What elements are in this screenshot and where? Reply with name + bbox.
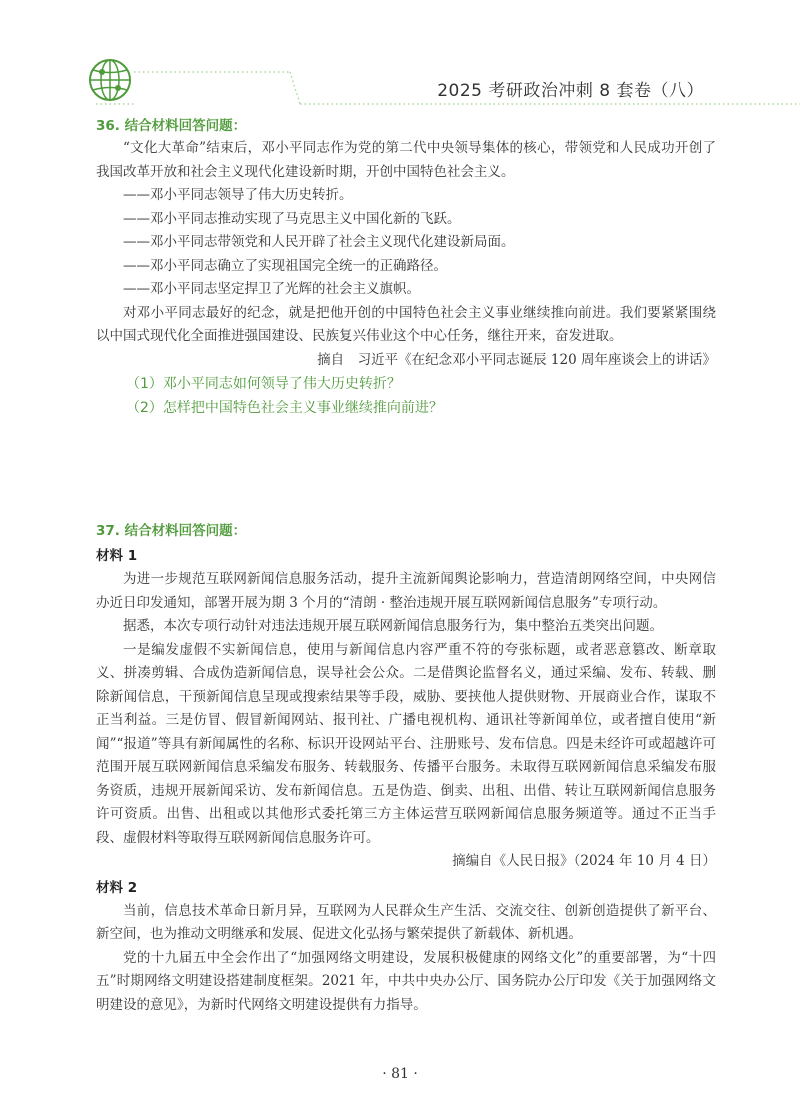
header-title: 2025 考研政治冲刺 8 套卷（八） (437, 81, 704, 101)
q36-subquestion-2: （2）怎样把中国特色社会主义事业继续推向前进？ (126, 400, 443, 416)
material-1-label: 材料 1 (96, 548, 138, 564)
material-1-paragraph: 为进一步规范互联网新闻信息服务活动，提升主流新闻舆论影响力，营造清朗网络空间，中央网信办近日印发通知，部署开展为期 3 个月的“清朗 · 整治违规开展互联网新闻信息服务”专项行动。 (96, 571, 716, 611)
material-1-source: 摘编自《人民日报》（2024 年 10 月 4 日） (452, 853, 716, 869)
question-37-heading: 37. 结合材料回答问题： (96, 523, 247, 539)
q36-bullet: ——邓小平同志坚定捍卫了光辉的社会主义旗帜。 (123, 281, 420, 297)
q36-bullet: ——邓小平同志领导了伟大历史转折。 (123, 187, 353, 203)
material-2-label: 材料 2 (96, 879, 138, 896)
page-header (0, 0, 800, 110)
globe-logo-icon (88, 58, 132, 102)
q36-paragraph-1: “文化大革命”结束后，邓小平同志作为党的第二代中央领导集体的核心，带领党和人民成功开创了我国改革开放和社会主义现代化建设新时期，开创中国特色社会主义。 (96, 140, 716, 180)
q36-bullet: ——邓小平同志确立了实现祖国完全统一的正确路径。 (123, 257, 447, 274)
page-number: · 81 · (382, 1066, 418, 1082)
page-content (96, 115, 716, 1017)
material-2-paragraph: 当前，信息技术革命日新月异，互联网为人民群众生产生活、交流交往、创新创造提供了新平台、新空间，也为推动文明继承和发展、促进文化弘扬与繁荣提供了新载体、新机遇。 (96, 902, 716, 942)
material-1-paragraph: 据悉，本次专项行动针对违法违规开展互联网新闻信息服务行为，集中整治五类突出问题。 (123, 618, 663, 634)
material-1-paragraph: 一是编发虚假不实新闻信息，使用与新闻信息内容严重不符的夸张标题，或者恶意篡改、断章取义、拼凑剪辑、合成伪造新闻信息，误导社会公众。二是借舆论监督名义，通过采编、发布、转载、删除新闻信息，干预新闻信息呈现或搜索结果等手段，威胁、要挟他人提供财物、开展商业合作，谋取不正当利益。三是仿冒、假冒新闻网站、报刊社、广播电视机构、通讯社等新闻单位，或者擅自使用“新闻”“报道”等具有新闻属性的名称、标识开设网站平台、注册账号、发布信息。四是未经许可或超越许可范围开展互联网新闻信息采编发布服务、转载服务、传播平台服务。未取得互联网新闻信息采编发布服务资质，违规开展新闻采访、发布新闻信息。五是伪造、倒卖、出租、出借、转让互联网新闻信息服务许可资质。出售、出租或以其他形式委托第三方主体运营互联网新闻信息服务频道等。通过不正当手段、虚假材料等取得互联网新闻信息服务许可。 (96, 641, 716, 846)
q36-paragraph-2: 对邓小平同志最好的纪念，就是把他开创的中国特色社会主义事业继续推向前进。我们要紧紧围绕以中国式现代化全面推进强国建设、民族复兴伟业这个中心任务，继往开来，奋发进取。 (96, 304, 716, 344)
q36-bullet: ——邓小平同志推动实现了马克思主义中国化新的飞跃。 (123, 210, 461, 227)
answer-space (96, 420, 716, 520)
q36-bullet: ——邓小平同志带领党和人民开辟了社会主义现代化建设新局面。 (123, 234, 515, 250)
q36-source: 摘自 习近平《在纪念邓小平同志诞辰 120 周年座谈会上的讲话》 (317, 351, 716, 368)
question-36-heading: 36. 结合材料回答问题： (96, 118, 247, 134)
q36-subquestion-1: （1）邓小平同志如何领导了伟大历史转折？ (126, 376, 401, 392)
material-2-paragraph: 党的十九届五中全会作出了“加强网络文明建设，发展积极健康的网络文化”的重要部署，为“十四五”时期网络文明建设搭建制度框架。2021 年，中共中央办公厅、国务院办公厅印发《关于加强网络文明建设的意见》，为新时代网络文明建设提供有力指导。 (96, 949, 716, 1013)
